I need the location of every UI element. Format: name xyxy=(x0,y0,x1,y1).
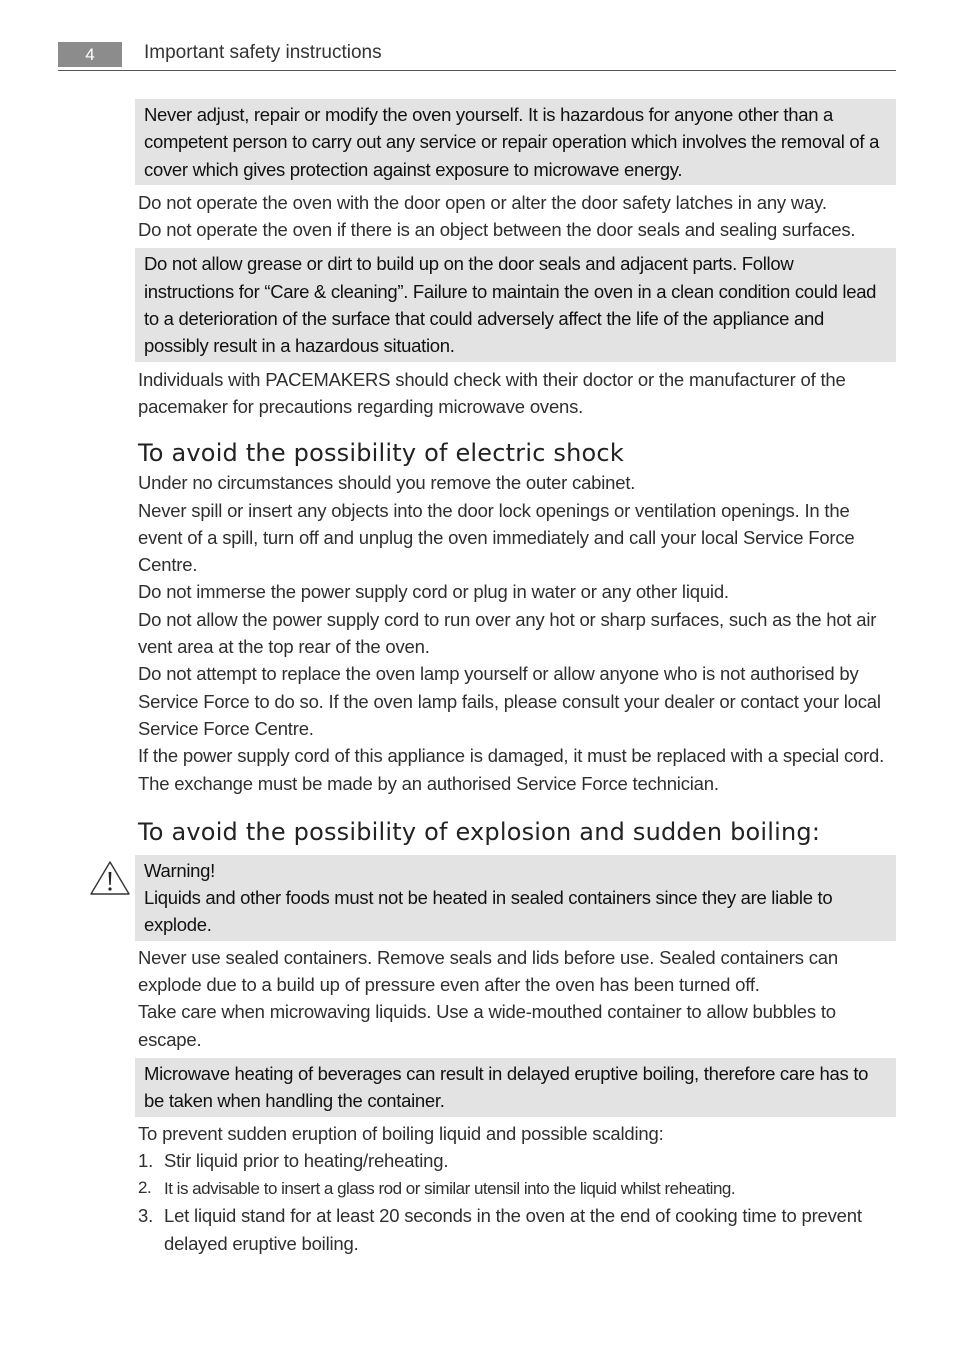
pacemaker-block xyxy=(138,366,896,421)
shock-paragraph: Do not immerse the power supply cord or plug in water or any other liquid. xyxy=(138,581,729,603)
notice-box-boiling: Microwave heating of beverages can result in delayed eruptive boiling, therefore care has to be taken when handling the container. xyxy=(135,1058,896,1117)
shock-paragraph: Never spill or insert any objects into the door lock openings or ventilation openings. In the event of a spill, turn off and unplug the oven immediately and call your local Service Force Centre. xyxy=(138,499,855,576)
step-number: 1. xyxy=(138,1149,154,1171)
notice-box-repair: Never adjust, repair or modify the oven yourself. It is hazardous for anyone other than a competent person to carry out any service or repair operation which involves the removal of a cover which gives protection against exposure to microwave energy. xyxy=(135,99,896,185)
step-text: It is advisable to insert a glass rod or similar utensil into the liquid whilst reheating. xyxy=(164,1179,736,1199)
warning-triangle-icon xyxy=(88,859,132,897)
door-seal-warning: Do not operate the oven if there is an object between the door seals and sealing surfaces. xyxy=(138,219,856,241)
page-number: 4 xyxy=(58,42,122,67)
warning-title: Warning! xyxy=(144,859,215,881)
steps-intro: To prevent sudden eruption of boiling liquid and possible scalding: xyxy=(138,1122,664,1144)
door-operation-block xyxy=(138,189,896,244)
steps-list xyxy=(138,1147,896,1257)
section-heading-electric-shock: To avoid the possibility of electric shock xyxy=(138,439,624,468)
list-item xyxy=(138,1202,896,1257)
section-heading-explosion: To avoid the possibility of explosion and sudden boiling: xyxy=(138,817,821,846)
step-number: 3. xyxy=(138,1205,154,1227)
shock-paragraph: Do not attempt to replace the oven lamp yourself or allow anyone who is not authorised by Service Force to do so. If the oven lamp fails, please consult your dealer or contact your local Service Force Centre. xyxy=(138,663,881,739)
explosion-paragraph: Take care when microwaving liquids. Use a wide-mouthed container to allow bubbles to escape. xyxy=(138,1001,836,1050)
list-item xyxy=(138,1147,896,1174)
list-item xyxy=(138,1174,896,1202)
electric-shock-paragraphs xyxy=(138,469,896,797)
shock-paragraph: Do not allow the power supply cord to run over any hot or sharp surfaces, such as the hot air vent area at the top rear of the oven. xyxy=(138,608,877,658)
notice-box-warning xyxy=(135,855,896,941)
step-text: Let liquid stand for at least 20 seconds in the oven at the end of cooking time to prevent delayed eruptive boiling. xyxy=(164,1205,862,1254)
sealed-container-paragraphs xyxy=(138,944,896,1053)
warning-block xyxy=(138,855,896,941)
explosion-paragraph: Never use sealed containers. Remove seals and lids before use. Sealed containers can explode due to a build up of pressure even after the oven has been turned off. xyxy=(138,946,838,996)
shock-paragraph: If the power supply cord of this appliance is damaged, it must be replaced with a special cord. The exchange must be made by an authorised Service Force technician. xyxy=(138,745,885,794)
pacemaker-note: Individuals with PACEMAKERS should check with their doctor or the manufacturer of the pacemaker for precautions regarding microwave ovens. xyxy=(138,368,846,417)
notice-box-cleaning: Do not allow grease or dirt to build up on the door seals and adjacent parts. Follow instructions for “Care & cleaning”. Failure to maintain the oven in a clean condition could lead to a deterioration of the surface that could adversely affect the life of the appliance and possibly result in a hazardous situation. xyxy=(135,248,896,361)
scalding-instructions xyxy=(138,1120,896,1257)
header-title: Important safety instructions xyxy=(144,42,382,63)
shock-paragraph: Under no circumstances should you remove the outer cabinet. xyxy=(138,472,636,494)
step-text: Stir liquid prior to heating/reheating. xyxy=(164,1149,449,1171)
warning-text: Liquids and other foods must not be heated in sealed containers since they are liable to explode. xyxy=(144,887,833,936)
step-number: 2. xyxy=(138,1178,152,1198)
page-header xyxy=(58,40,896,71)
door-open-warning: Do not operate the oven with the door open or alter the door safety latches in any way. xyxy=(138,191,827,213)
page-content xyxy=(138,99,896,1257)
